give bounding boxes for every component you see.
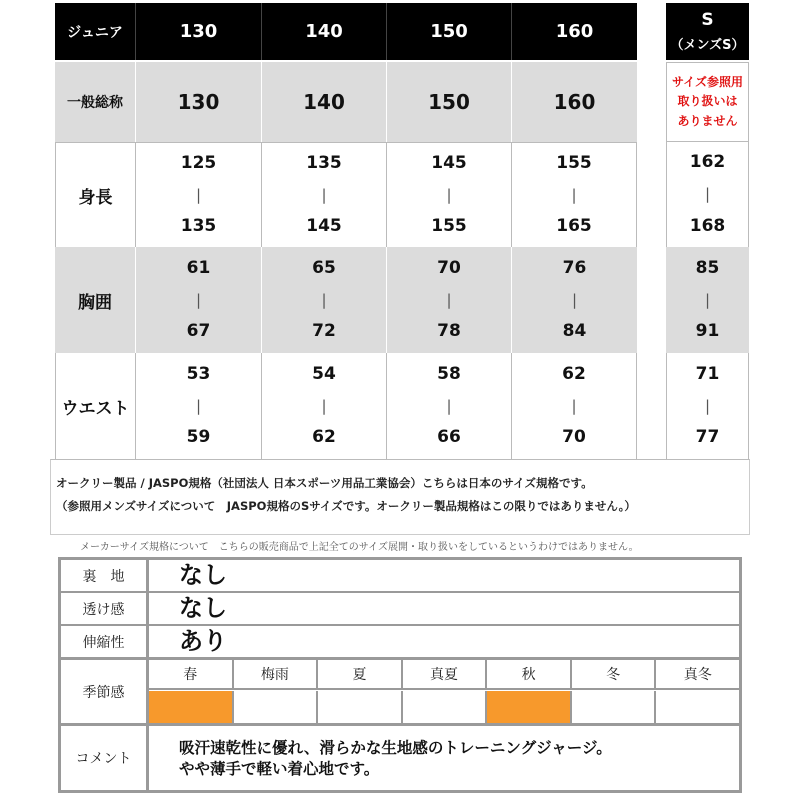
season-name-3: 真夏: [403, 660, 488, 690]
comment-line-1: 吸汗速乾性に優れ、滑らかな生地感のトレーニングジャージ。: [179, 739, 612, 757]
header-junior-label: ジュニア: [55, 3, 135, 60]
spec-divider-2: [61, 624, 739, 626]
spec-comment: [179, 738, 729, 780]
range-separator: |: [704, 185, 711, 203]
spec-label-comment: コメント: [75, 751, 132, 767]
row-label-waist: ウエスト: [55, 353, 135, 459]
height-mens-max: 168: [689, 216, 726, 236]
height-150-max: 155: [431, 216, 467, 236]
range-separator: |: [195, 185, 202, 204]
mens-note-line-2: 取り扱いは: [677, 94, 738, 109]
season-swatch-4: [487, 691, 572, 723]
season-name-4: 秋: [487, 660, 572, 690]
general-150: 150: [386, 62, 511, 142]
waist-150-max: 66: [437, 427, 461, 447]
waist-140-max: 62: [312, 427, 336, 447]
season-name-1: 梅雨: [234, 660, 319, 690]
height-160-max: 165: [556, 216, 592, 236]
waist-160: [511, 353, 637, 459]
range-separator: |: [704, 396, 711, 415]
range-separator: |: [571, 290, 578, 309]
spec-label-lining: 裏 地: [82, 568, 125, 585]
range-separator: |: [571, 396, 577, 415]
height-130-min: 125: [180, 153, 217, 173]
height-130-max: 135: [180, 216, 217, 236]
chest-150-max: 78: [437, 321, 461, 341]
height-mens-min: 162: [689, 152, 726, 172]
season-name-5: 冬: [572, 660, 657, 690]
chest-140-max: 72: [312, 321, 336, 341]
range-separator: |: [321, 290, 327, 309]
size-notes-box: [50, 459, 750, 535]
spec-divider-1: [61, 591, 739, 593]
waist-140: [261, 353, 386, 459]
header-size-150: 150: [386, 3, 511, 60]
waist-150: [386, 353, 511, 459]
chest-160-min: 76: [562, 258, 587, 278]
spec-table: [58, 557, 742, 793]
range-separator: |: [321, 185, 327, 204]
waist-150-min: 58: [437, 364, 461, 384]
season-swatch-1: [234, 691, 319, 723]
season-swatch-3: [403, 691, 488, 723]
season-name-0: 春: [149, 660, 234, 690]
height-140: [261, 142, 386, 247]
season-swatch-6: [656, 691, 739, 723]
height-160-min: 155: [556, 153, 592, 173]
height-mens: [666, 142, 749, 247]
waist-mens: [666, 353, 749, 459]
mens-note: [666, 62, 749, 142]
waist-130: [135, 353, 261, 459]
chest-140-min: 65: [312, 258, 336, 278]
general-160: 160: [511, 62, 637, 142]
spec-label-season: 季節感: [82, 684, 125, 701]
waist-130-min: 53: [186, 364, 211, 384]
chest-150: [386, 247, 511, 353]
height-160: [511, 142, 637, 247]
row-label-height: 身長: [55, 142, 135, 247]
waist-140-min: 54: [312, 364, 336, 384]
season-grid: [149, 660, 739, 723]
mens-note-line-3: ありません: [677, 113, 738, 128]
mens-note-line-1: サイズ参照用: [671, 75, 744, 90]
spec-value-lining: なし: [179, 561, 227, 589]
season-swatch-0: [149, 691, 234, 723]
waist-160-min: 62: [562, 364, 586, 384]
chest-130-max: 67: [186, 321, 211, 341]
spec-value-stretch: あり: [179, 627, 227, 655]
spec-divider-4: [61, 723, 739, 726]
season-name-2: 夏: [318, 660, 403, 690]
size-note-line-2: （参照用メンズサイズについて JASPO規格のSサイズです。オークリー製品規格はこの限りではありません。）: [56, 499, 636, 513]
chest-150-min: 70: [437, 258, 461, 278]
chest-160-max: 84: [562, 321, 587, 341]
header-size-130: 130: [135, 3, 261, 60]
range-separator: |: [446, 185, 452, 204]
range-separator: |: [446, 396, 452, 415]
range-separator: |: [446, 290, 452, 309]
chest-140: [261, 247, 386, 353]
spec-value-sheer: なし: [179, 594, 227, 622]
waist-mens-max: 77: [695, 427, 720, 447]
chest-mens-max: 91: [695, 321, 720, 341]
chest-mens: [666, 247, 749, 353]
range-separator: |: [704, 290, 711, 309]
chest-130-min: 61: [186, 258, 211, 278]
season-swatch-5: [572, 691, 657, 723]
waist-160-max: 70: [562, 427, 586, 447]
size-note-line-1: オークリー製品 / JASPO規格（社団法人 日本スポーツ用品工業協会）こちらは日本のサイズ規格です。: [56, 476, 593, 490]
spec-label-stretch: 伸縮性: [82, 634, 125, 651]
chest-130: [135, 247, 261, 353]
season-swatch-2: [318, 691, 403, 723]
comment-line-2: やや薄手で軽い着心地です。: [179, 760, 380, 778]
height-140-max: 145: [306, 216, 342, 236]
range-separator: |: [195, 290, 202, 309]
chest-160: [511, 247, 637, 353]
row-label-general: 一般総称: [55, 62, 135, 142]
row-label-chest: 胸囲: [55, 247, 135, 353]
chest-mens-min: 85: [695, 258, 720, 278]
range-separator: |: [321, 396, 327, 415]
header-size-160: 160: [511, 3, 637, 60]
range-separator: |: [571, 185, 577, 204]
height-130: [135, 142, 261, 247]
general-140: 140: [261, 62, 386, 142]
height-150: [386, 142, 511, 247]
range-separator: |: [195, 396, 202, 415]
mens-size-sub: （メンズS）: [670, 38, 745, 53]
mens-size-label: S: [701, 10, 714, 30]
waist-mens-min: 71: [695, 364, 720, 384]
height-150-min: 145: [431, 153, 467, 173]
height-140-min: 135: [306, 153, 342, 173]
season-name-6: 真冬: [656, 660, 739, 690]
maker-size-note: メーカーサイズ規格について こちらの販売商品で上記全てのサイズ展開・取り扱いをしているというわけではありません。: [80, 542, 639, 553]
header-mens-size: [666, 3, 749, 60]
waist-130-max: 59: [186, 427, 211, 447]
spec-label-sheer: 透け感: [82, 601, 125, 618]
header-size-140: 140: [261, 3, 386, 60]
general-130: 130: [135, 62, 261, 142]
